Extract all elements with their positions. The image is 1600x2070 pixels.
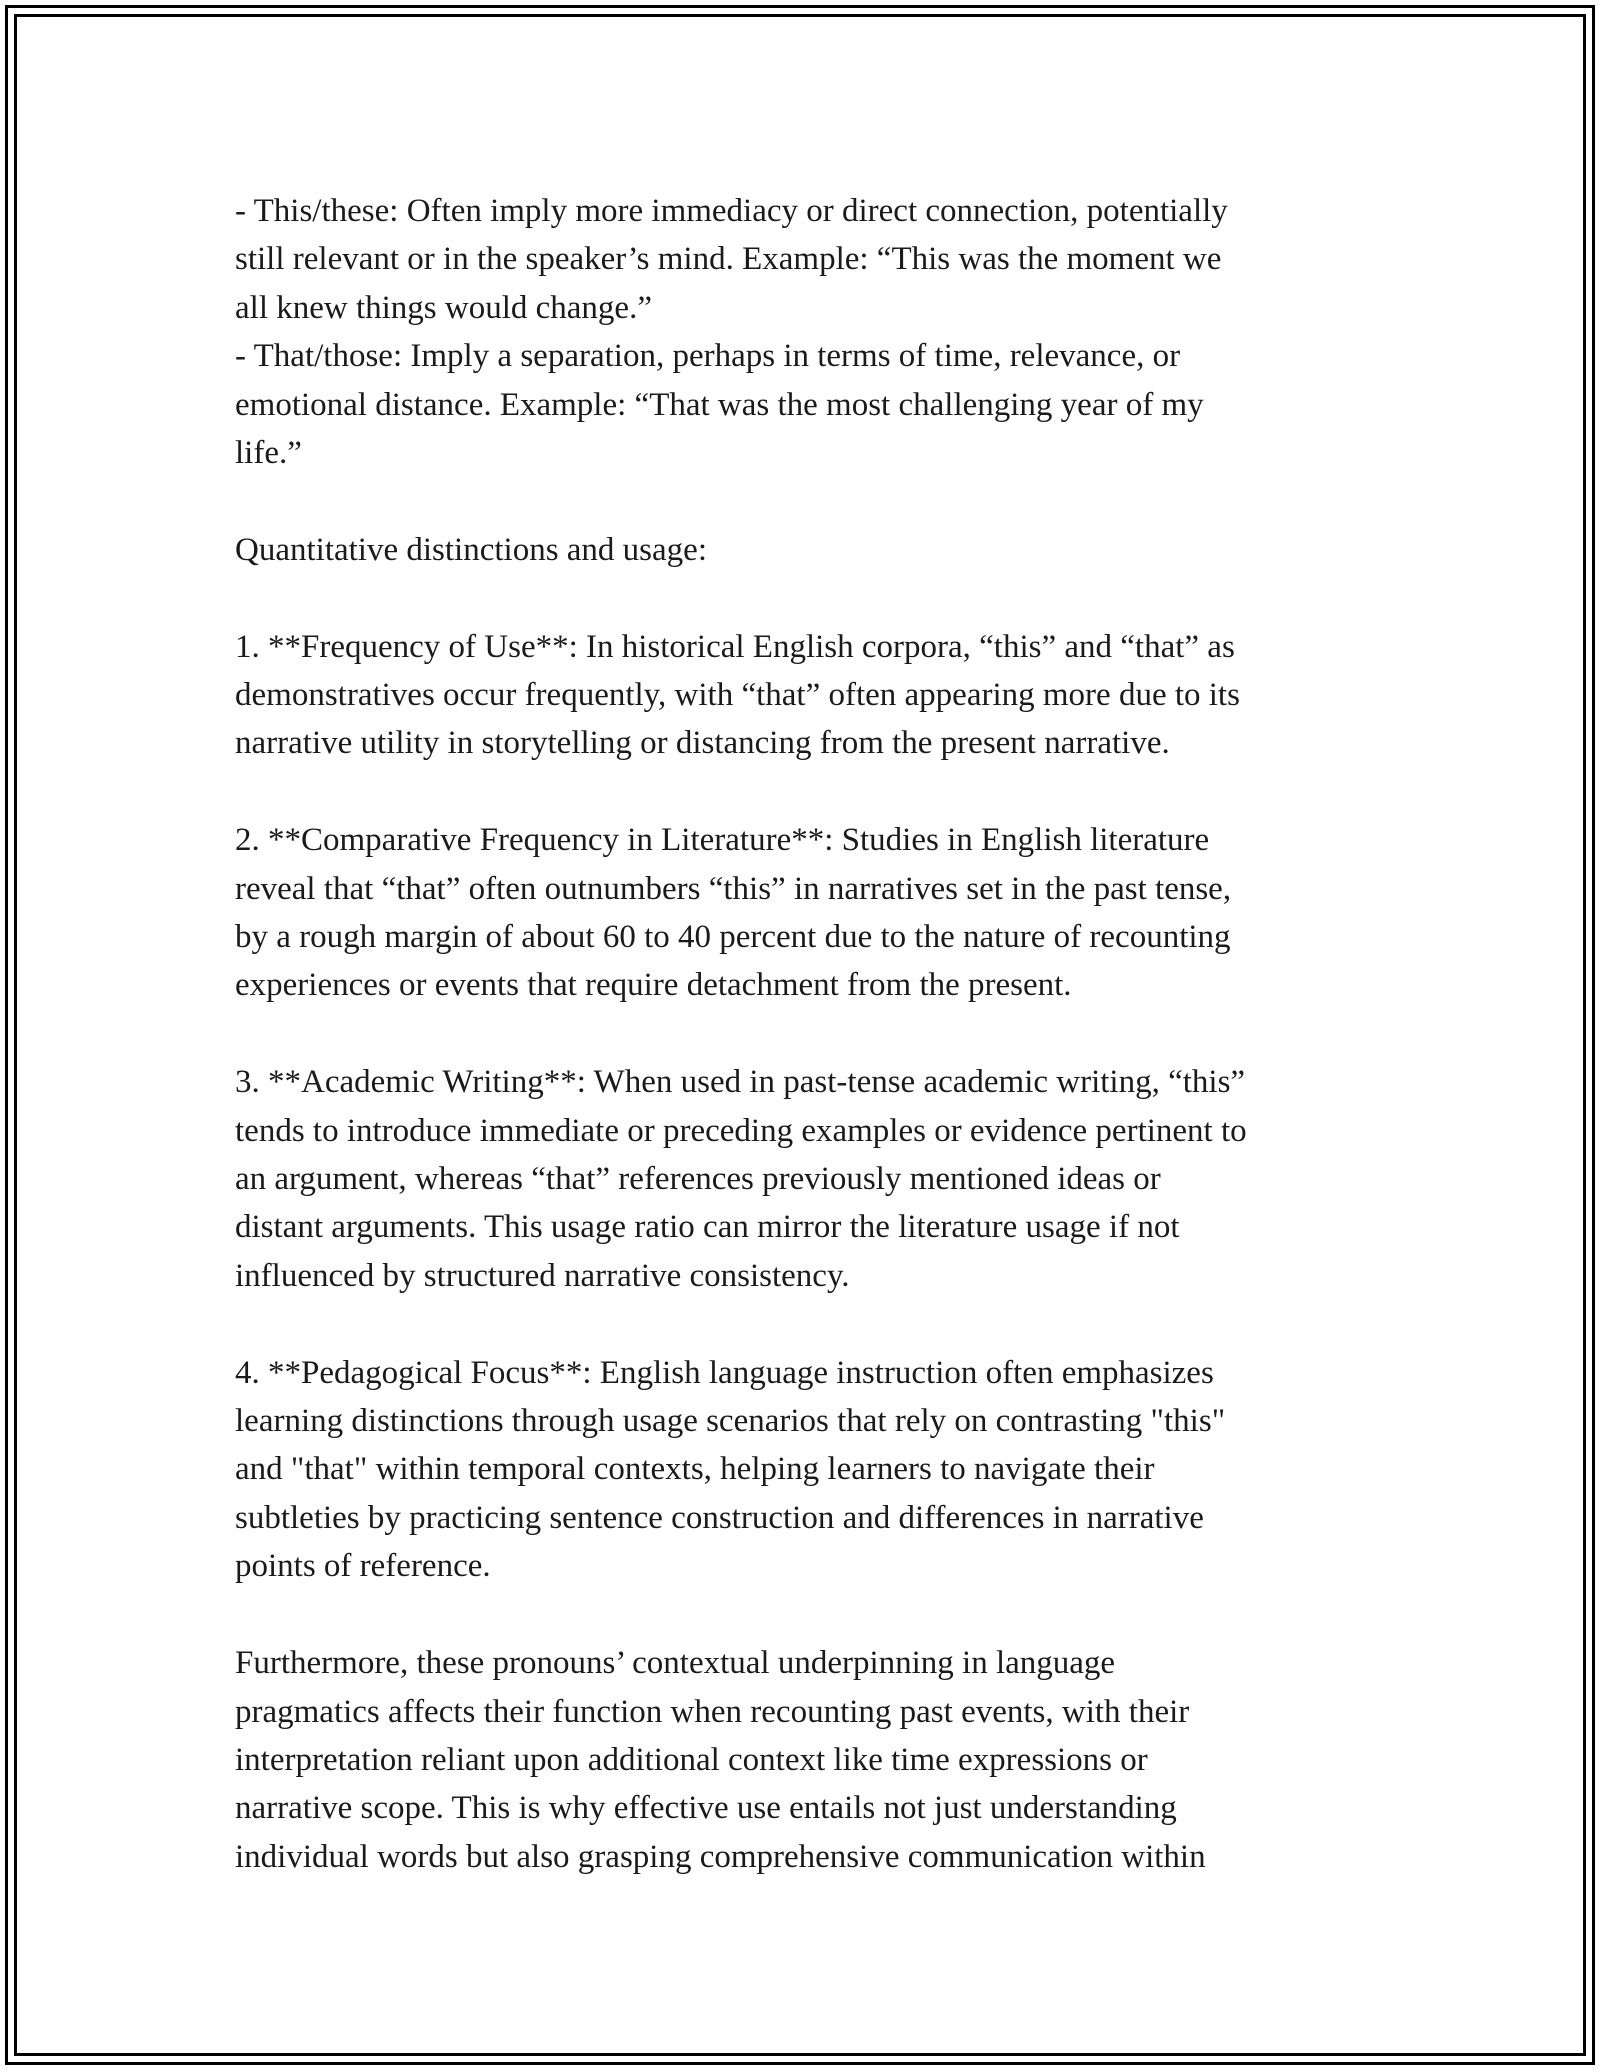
list-item-frequency-of-use: [235, 623, 1385, 768]
text-line: 2. **Comparative Frequency in Literature**: Studies in English literature: [235, 822, 1210, 859]
text-line: narrative scope. This is why effective use entails not just understanding: [235, 1790, 1177, 1827]
text-line: - This/these: Often imply more immediacy or direct connection, potentially: [235, 193, 1228, 229]
text-line: pragmatics affects their function when recounting past events, with their: [235, 1693, 1190, 1730]
text-line: interpretation reliant upon additional context like time expressions or: [235, 1741, 1148, 1778]
text-line: still relevant or in the speaker’s mind. Example: “This was the moment we: [235, 241, 1222, 278]
text-line: and "that" within temporal contexts, helping learners to navigate their: [235, 1451, 1155, 1488]
text-line: emotional distance. Example: “That was the most challenging year of my: [235, 386, 1204, 423]
text-line: life.”: [235, 435, 302, 472]
text-line: demonstratives occur frequently, with “that” often appearing more due to its: [235, 677, 1240, 714]
document-body: [235, 187, 1385, 1881]
text-line: distant arguments. This usage ratio can mirror the literature usage if not: [235, 1209, 1180, 1246]
text-line: Furthermore, these pronouns’ contextual underpinning in language: [235, 1645, 1116, 1682]
text-line: individual words but also grasping comprehensive communication within: [235, 1838, 1206, 1875]
text-line: narrative utility in storytelling or distancing from the present narrative.: [235, 725, 1170, 762]
text-line: all knew things would change.”: [235, 289, 652, 326]
section-heading-block: [235, 526, 1385, 574]
section-heading: Quantitative distinctions and usage:: [235, 531, 707, 568]
closing-paragraph: [235, 1639, 1385, 1881]
text-line: influenced by structured narrative consistency.: [235, 1257, 850, 1294]
text-line: experiences or events that require detachment from the present.: [235, 967, 1072, 1004]
text-line: 1. **Frequency of Use**: In historical English corpora, “this” and “that” as: [235, 628, 1235, 665]
text-line: an argument, whereas “that” references previously mentioned ideas or: [235, 1161, 1161, 1198]
intro-paragraph: [235, 187, 1385, 477]
text-line: learning distinctions through usage scenarios that rely on contrasting "this": [235, 1403, 1226, 1440]
list-item-comparative-frequency: [235, 816, 1385, 1010]
text-line: tends to introduce immediate or preceding examples or evidence pertinent to: [235, 1112, 1247, 1149]
text-line: reveal that “that” often outnumbers “this” in narratives set in the past tense,: [235, 870, 1232, 907]
text-line: subtleties by practicing sentence construction and differences in narrative: [235, 1499, 1204, 1536]
text-line: 3. **Academic Writing**: When used in past-tense academic writing, “this”: [235, 1064, 1246, 1101]
list-item-pedagogical-focus: [235, 1349, 1385, 1591]
text-line: by a rough margin of about 60 to 40 percent due to the nature of recounting: [235, 919, 1231, 956]
list-item-academic-writing: [235, 1058, 1385, 1300]
text-line: 4. **Pedagogical Focus**: English language instruction often emphasizes: [235, 1354, 1214, 1391]
text-line: - That/those: Imply a separation, perhaps in terms of time, relevance, or: [235, 338, 1181, 375]
text-line: points of reference.: [235, 1548, 491, 1585]
